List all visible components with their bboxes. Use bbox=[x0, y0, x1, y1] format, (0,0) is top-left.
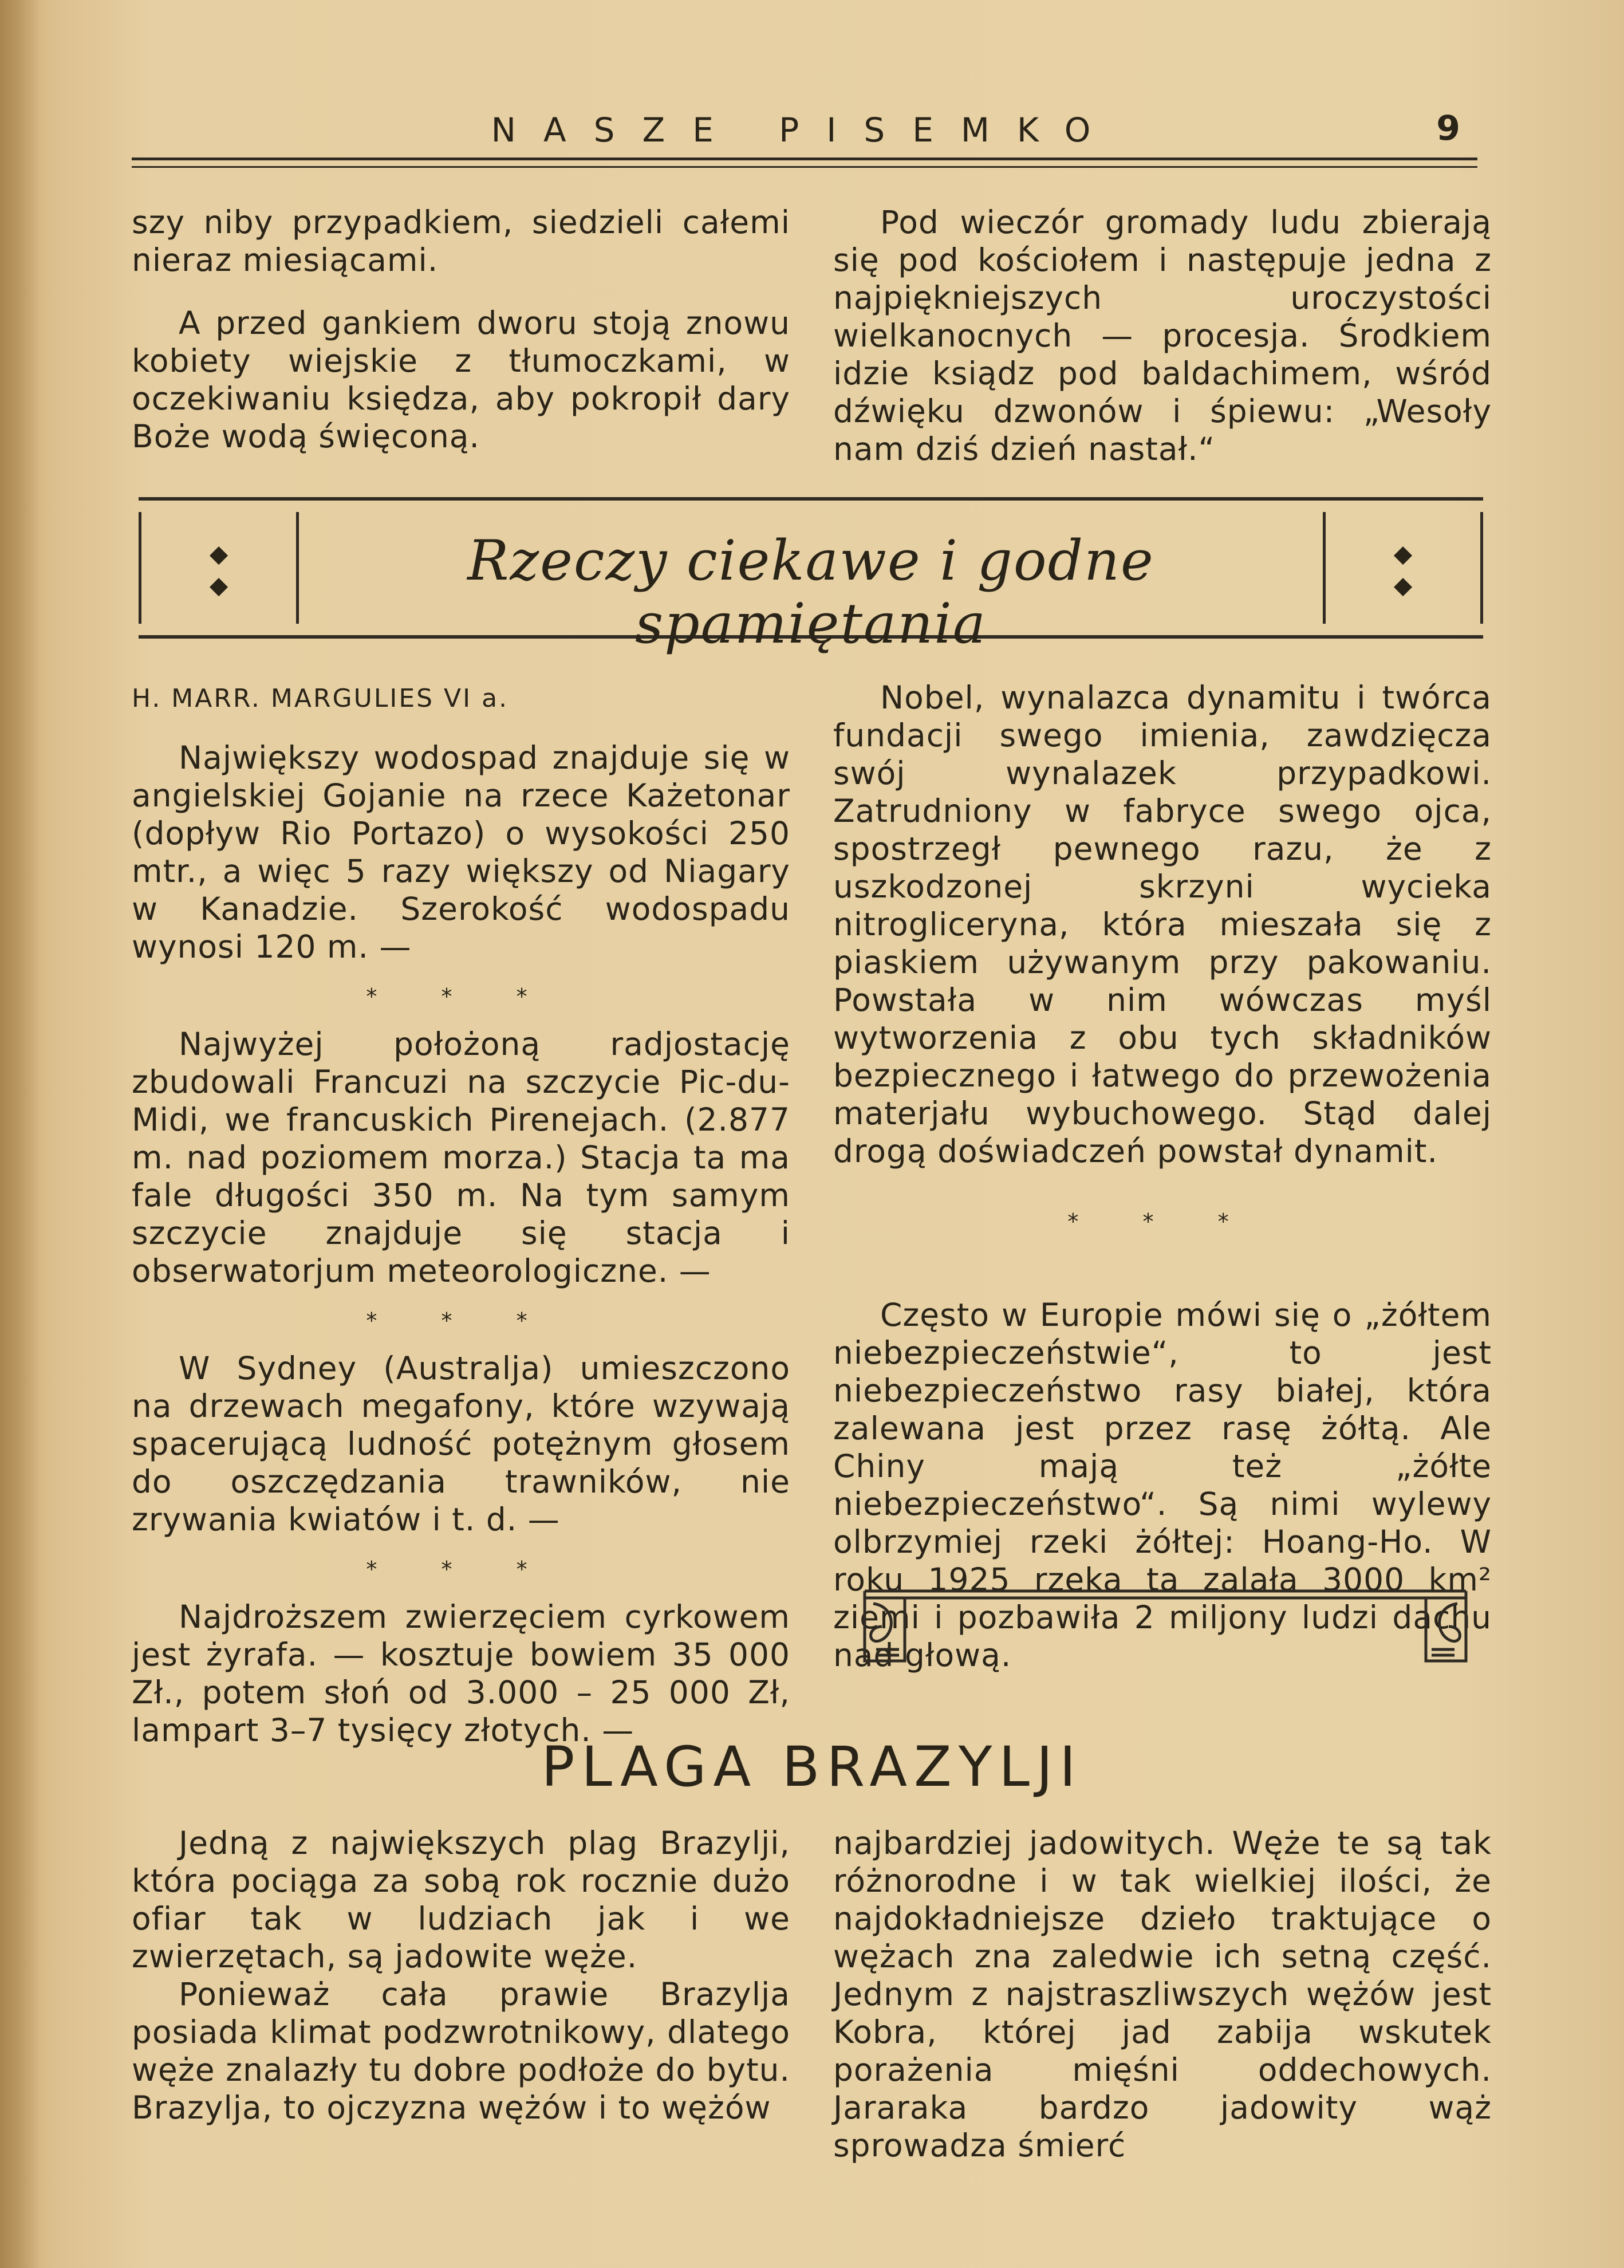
paragraph: szy niby przypadkiem, siedzieli całemi nieraz miesiącami. bbox=[132, 204, 790, 278]
top-right-column bbox=[833, 203, 1492, 493]
paragraph: Pod wieczór gromady ludu zbierają się pod kościołem i następuje jedna z najpiękniejszych uroczystości wielkanocnych — procesja. Środkiem idzie ksiądz pod baldachimem, wśród dźwięku dzwonów i śpiewu: „Wesoły nam dziś dzień nastał.“ bbox=[833, 204, 1492, 467]
paragraph: A przed gankiem dworu stoją znowu kobiety wiejskie z tłumoczkami, w oczekiwaniu księdza, aby pokropił dary Boże wodą święconą. bbox=[132, 305, 790, 455]
paragraph: Najdroższem zwierzęciem cyrkowem jest żyrafa. — kosztuje bowiem 35 000 Zł., potem słoń od 3.000 – 25 000 Zł, lampart 3–7 tysięcy złotych. — bbox=[132, 1598, 790, 1749]
diamond-ornament-icon: ◆ ◆ bbox=[1393, 540, 1413, 599]
paragraph: Jedną z największych plag Brazylji, która pociąga za sobą rok rocznie dużo ofiar tak w ludziach jak i we zwierzętach, są jadowite węże. bbox=[132, 1825, 790, 1975]
paragraph: Ponieważ cała prawie Brazylja posiada klimat podzwrotnikowy, dlatego węże znalazły tu dobre podłoże do bytu. Brazylja, to ojczyzna wężów i to wężów bbox=[132, 1976, 790, 2126]
plague-right-column bbox=[833, 1824, 1492, 2190]
separator-stars: * * * bbox=[366, 1557, 556, 1582]
author-byline: H. MARR. MARGULIES VI a. bbox=[132, 684, 509, 713]
curiosities-right-column bbox=[833, 679, 1492, 1699]
curiosities-left-column bbox=[132, 682, 790, 1774]
section-banner bbox=[139, 497, 1483, 656]
banner-left-box bbox=[139, 512, 299, 624]
journal-title: NASZE PISEMKO bbox=[491, 111, 1118, 149]
plague-left-column bbox=[132, 1824, 790, 2152]
page-number: 9 bbox=[1436, 108, 1460, 148]
separator-stars: * * * bbox=[1067, 1209, 1258, 1234]
separator-stars: * * * bbox=[366, 984, 556, 1009]
paragraph: Nobel, wynalazca dynamitu i twórca fundacji swego imienia, zawdzięcza swój wynalazek przypadkowi. Zatrudniony w fabryce swego ojca, spostrzegł pewnego razu, że z uszkodzonej skrzyni wycieka nitrogliceryna, która mieszała się z piaskiem używanym przy pakowaniu. Powstała w nim wówczas myśl wytworzenia z obu tych składników bezpiecznego i łatwego do przewożenia materjału wybuchowego. Stąd dalej drogą doświadczeń powstał dynamit. bbox=[833, 679, 1492, 1170]
separator-stars: * * * bbox=[366, 1308, 556, 1333]
paragraph: najbardziej jadowitych. Węże te są tak różnorodne i w tak wielkiej ilości, że najdokładniejsze dzieło traktujące o wężach zna zaledwie ich setną część. Jednym z najstraszliwszych wężów jest Kobra, której jad zabija wskutek porażenia mięśni oddechowych. Jararaka bardzo jadowity wąż sprowadza śmierć bbox=[833, 1825, 1492, 2164]
top-left-column bbox=[132, 203, 790, 481]
running-head bbox=[132, 100, 1477, 160]
diamond-ornament-icon: ◆ ◆ bbox=[209, 540, 228, 599]
art-nouveau-ornament bbox=[842, 1581, 1489, 1667]
section-title: Rzeczy ciekawe i godne spamiętania bbox=[467, 529, 1154, 656]
binding-shadow bbox=[0, 0, 40, 2268]
paragraph: W Sydney (Australja) umieszczono na drzewach megafony, które wzywają spacerującą ludność potężnym głosem do oszczędzania trawników, nie zrywania kwiatów i t. d. — bbox=[132, 1350, 790, 1538]
paragraph: Często w Europie mówi się o „żółtem niebezpieczeństwie“, to jest niebezpieczeństwo rasy białej, która zalewana jest przez rasę żółtą. Ale Chiny mają też „żółte niebezpieczeństwo“. Są nimi wylewy olbrzymiej rzeki żółtej: Hoang-Ho. W roku 1925 rzeka ta zalała 3000 km² ziemi i pozbawiła 2 miljony ludzi dachu nad głową. bbox=[833, 1297, 1492, 1674]
banner-right-box bbox=[1323, 512, 1483, 624]
paragraph: Największy wodospad znajduje się w angielskiej Gojanie na rzece Każetonar (dopływ Rio Portazo) o wysokości 250 mtr., a więc 5 razy większy od Niagary w Kanadzie. Szerokość wodospadu wynosi 120 m. — bbox=[132, 739, 790, 965]
paragraph: Najwyżej położoną radjostację zbudowali Francuzi na szczycie Pic-du-Midi, we francuskich Pirenejach. (2.877 m. nad poziomem morza.) Stacja ta ma fale długości 350 m. Na tym samym szczycie znajduje się stacja i obserwatorjum meteorologiczne. — bbox=[132, 1026, 790, 1289]
article-heading: PLAGA BRAZYLJI bbox=[541, 1735, 1083, 1799]
